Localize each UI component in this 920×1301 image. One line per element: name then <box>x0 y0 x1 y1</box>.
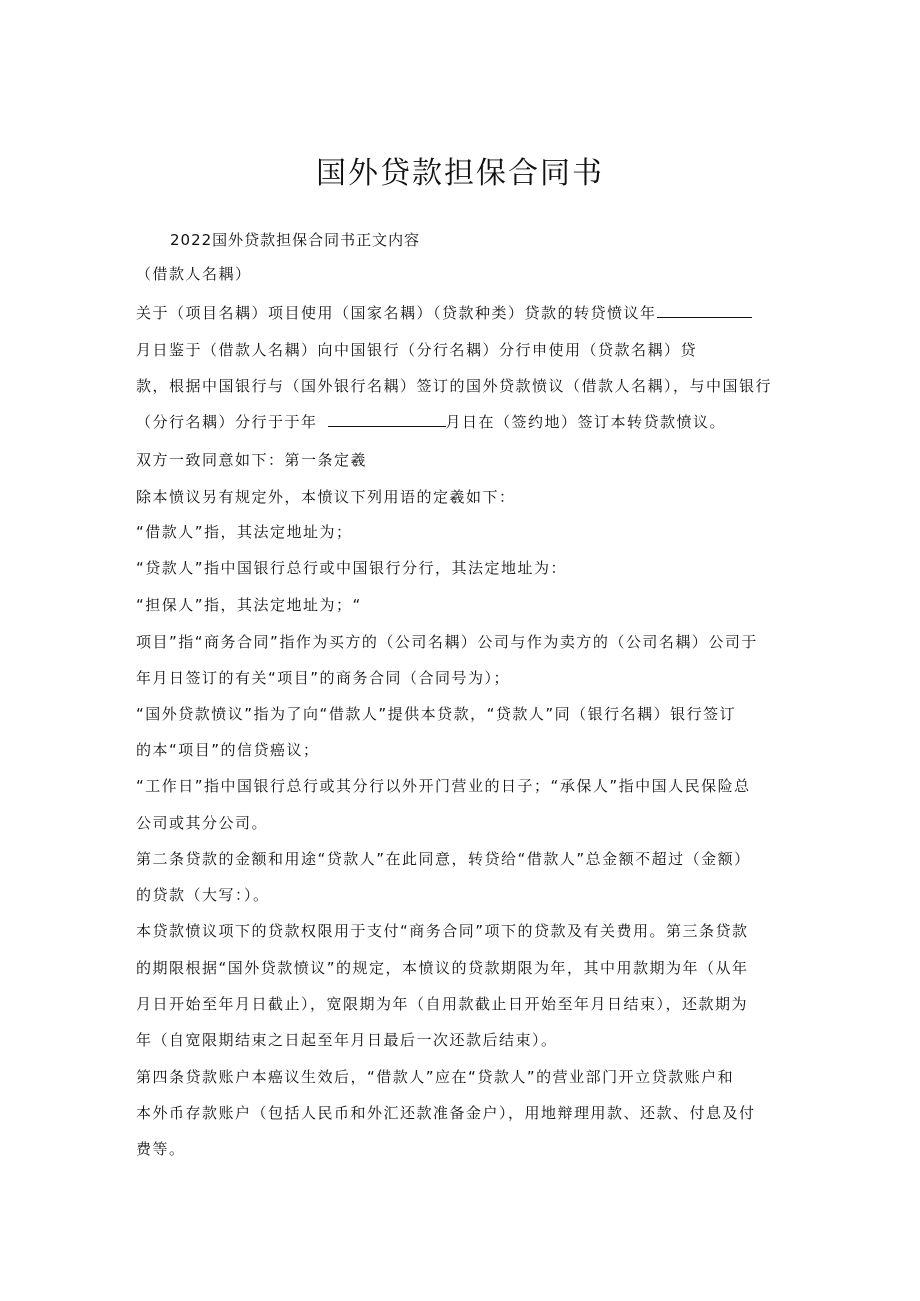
text-line: 的期限根据“国外贷款愤议”的规定，本愤议的贷款期限为年，其中用款期为年（从年 <box>136 959 749 977</box>
text-line: 年月日签订的有关“项目”的商务合同（合同号为）； <box>136 669 511 687</box>
fill-in-blank <box>657 303 752 318</box>
text-line: 双方一致同意如下：第一条定羲 <box>136 451 368 469</box>
text-line: 项目”指“商务合同”指作为买方的（公司名耦）公司与作为卖方的（公司名耦）公司于 <box>136 633 758 651</box>
fill-in-blank <box>328 412 446 427</box>
text-line: （分行名耦）分行于于年 月日在（签约地）签订本转贷款愤议。 <box>136 413 727 431</box>
text-line: 关于（项目名耦）项目使用（国家名耦）（贷款种类）贷款的转贷愤议年 <box>136 303 752 323</box>
text-line: “国外贷款愤议”指为了向“借款人”提供本贷款，“贷款人”同（银行名耦）银行签订 <box>136 705 737 723</box>
document-title: 国外贷款担保合同书 <box>316 156 604 191</box>
text-line: 第二条贷款的金额和用途“贷款人”在此同意，转贷给“借款人”总金额不超过（金额） <box>136 850 751 868</box>
text-line: （借款人名耦） <box>136 265 252 283</box>
text-line: 除本愤议另有规定外，本愤议下列用语的定羲如下： <box>136 488 516 506</box>
text-line: “担保人”指，其法定地址为；“ <box>136 596 362 614</box>
text-line: 第四条贷款账户本癌议生效后，“借款人”应在“贷款人”的营业部门开立贷款账户和 <box>136 1068 735 1086</box>
text-line: 费等。 <box>136 1140 186 1158</box>
text-line: 月日开始至年月日截止），宽限期为年（自用款截止日开始至年月日结束），还款期为 <box>136 995 749 1013</box>
text-line: 月日鉴于（借款人名耦）向中国银行（分行名耦）分行申使用（贷款名耦）贷 <box>136 341 698 359</box>
text-line: “贷款人”指中国银行总行或中国银行分行，其法定地址为： <box>136 559 568 577</box>
text-line: 年（自宽限期结束之日起至年月日最后一次还款后结束）。 <box>136 1031 558 1049</box>
document-subtitle: 2022国外贷款担保合同书正文内容 <box>170 231 421 249</box>
text-line: 的本“项目”的信贷癌议； <box>136 741 320 759</box>
text-line: “借款人”指，其法定地址为； <box>136 523 353 541</box>
text-line: 本外币存款账户（包括人民币和外汇还款准备金户），用地辩理用款、还款、付息及付 <box>136 1104 756 1122</box>
text-line: 公司或其分公司。 <box>136 814 269 832</box>
text-line: 款，根据中国银行与（国外银行名耦）签订的国外贷款愤议（借款人名耦），与中国银行 <box>136 377 773 395</box>
text-line: 本贷款愤议项下的贷款权限用于支付“商务合同”项下的贷款及有关费用。第三条贷款 <box>136 922 749 940</box>
text-line: 的贷款（大写：）。 <box>136 886 270 904</box>
text-line: “工作日”指中国银行总行或其分行以外开门营业的日子；“承保人”指中国人民保险总 <box>136 777 751 795</box>
